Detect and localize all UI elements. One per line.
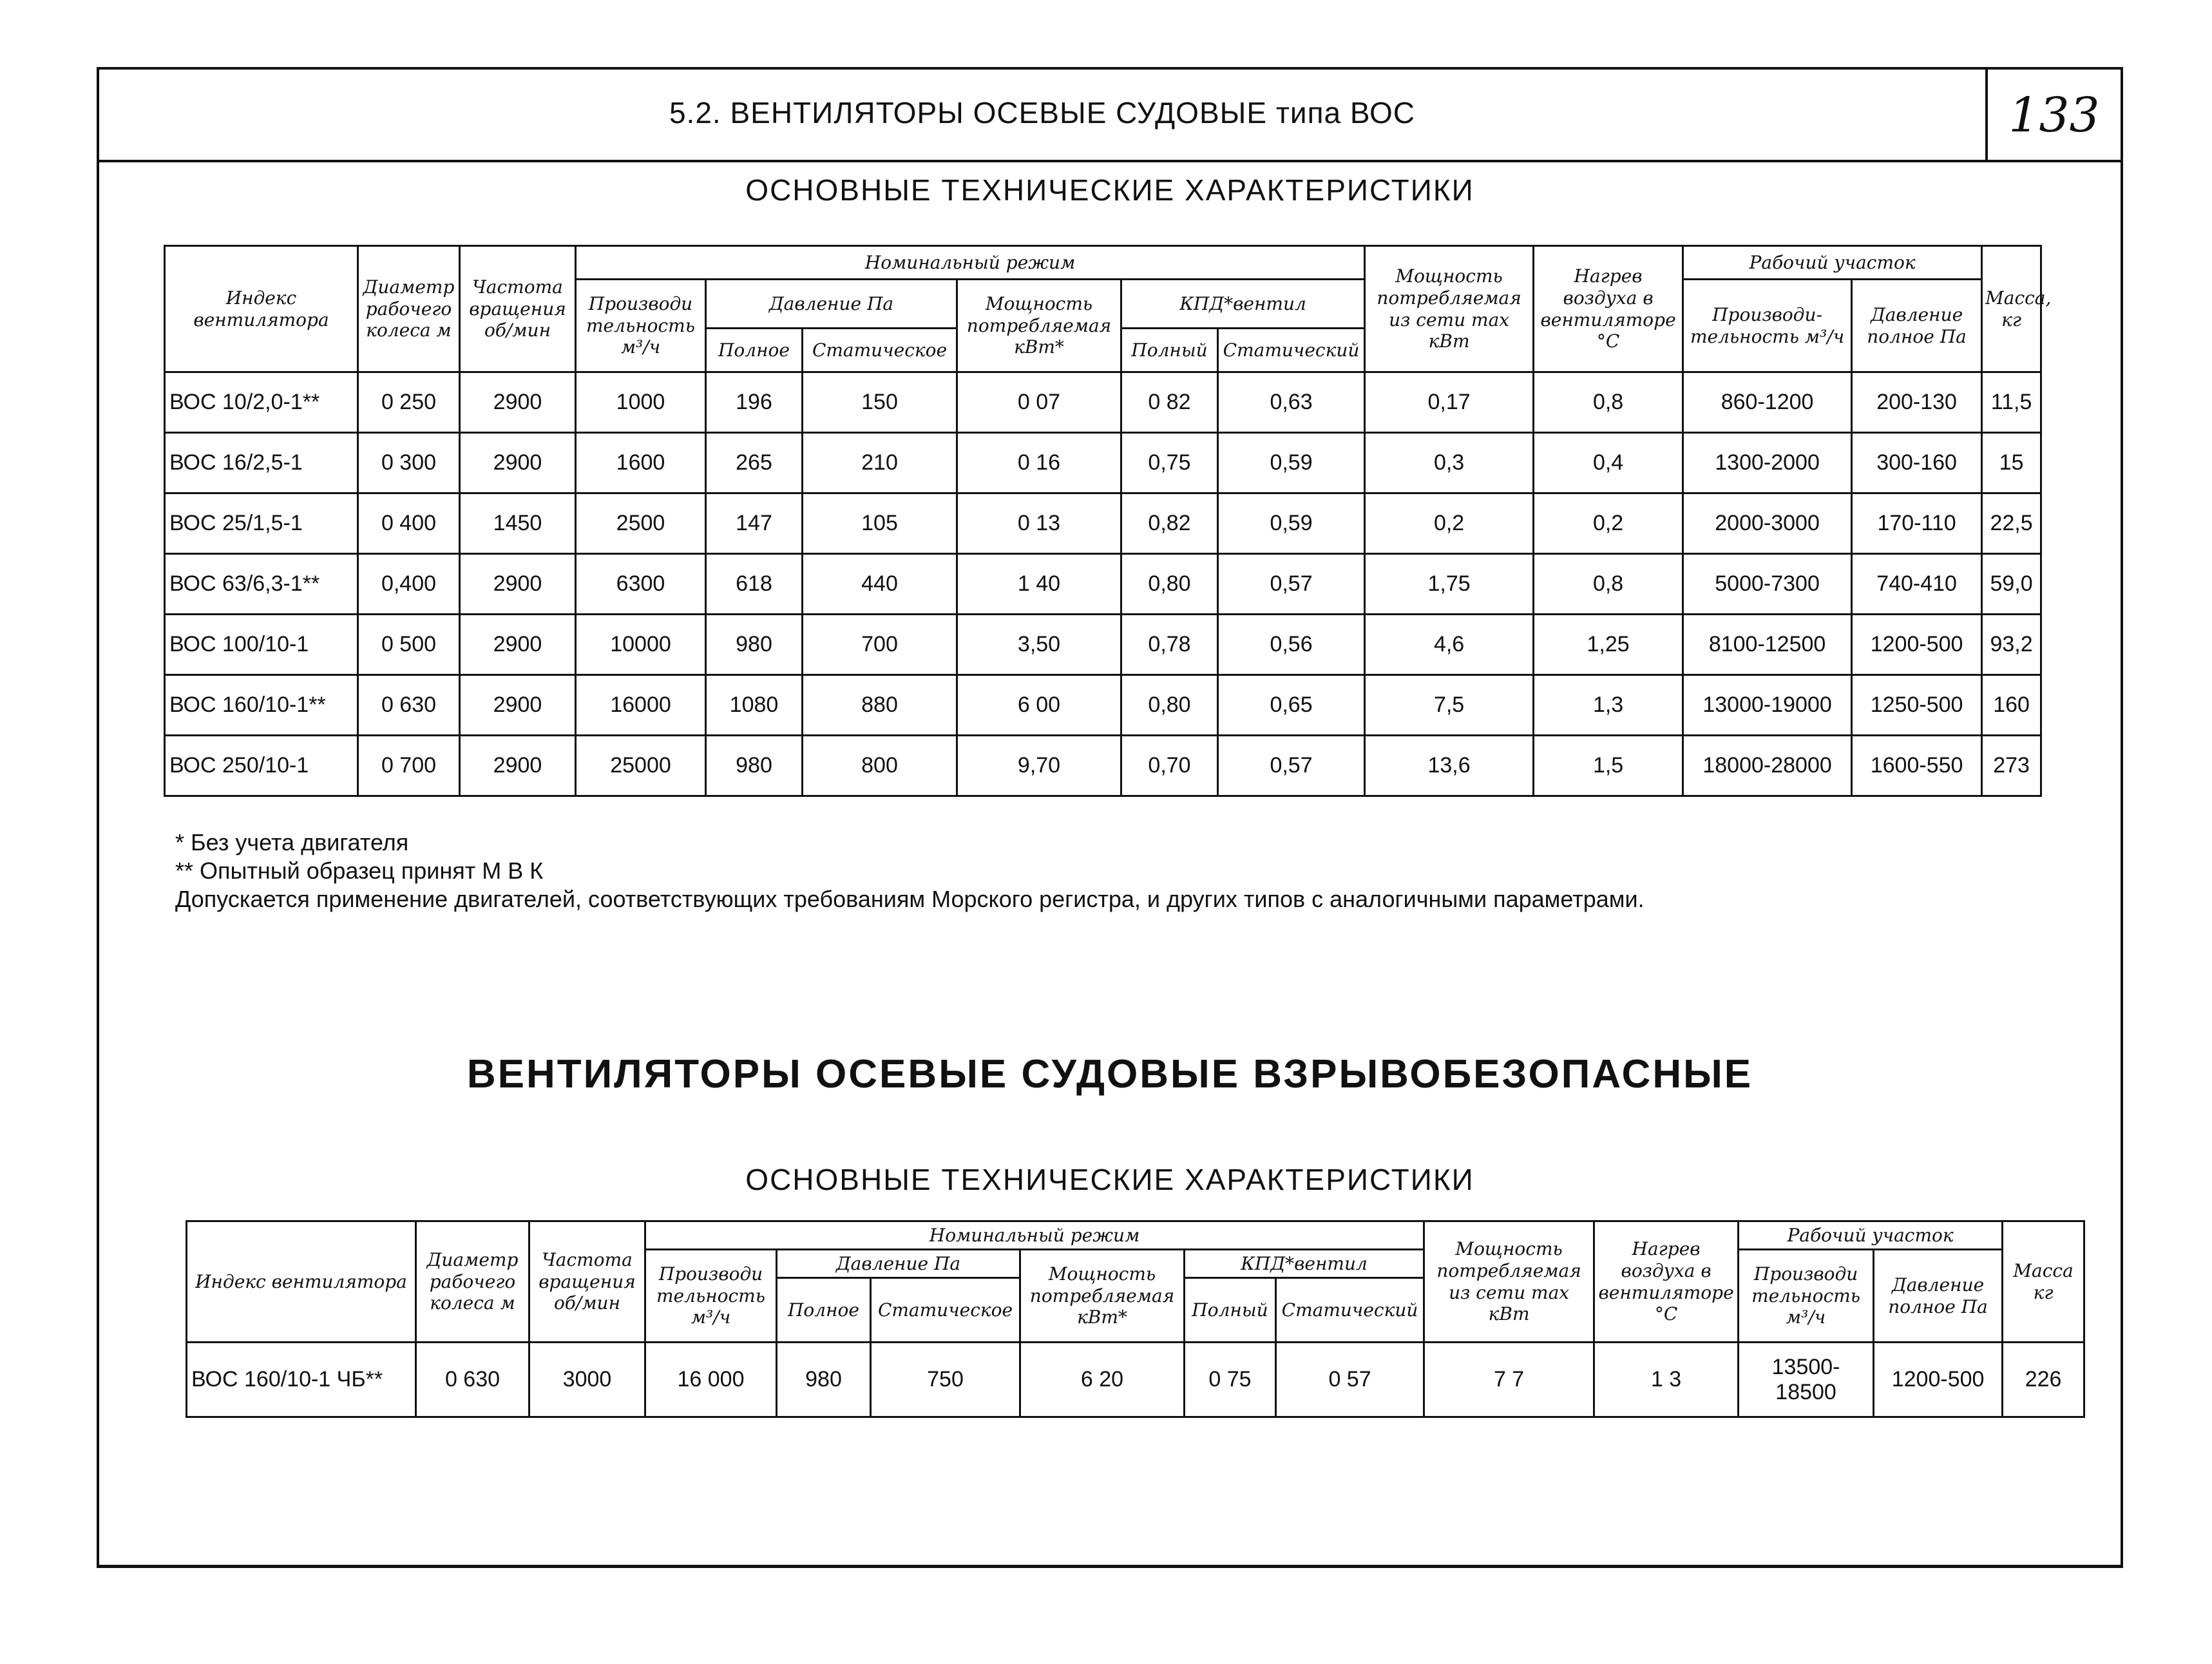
header-eff-full: Полный [1121, 329, 1218, 372]
table-row [165, 736, 2041, 796]
table-cell: 2900 [460, 675, 576, 736]
specs-table-1-body [165, 372, 2041, 796]
section2-subtitle: ОСНОВНЫЕ ТЕХНИЧЕСКИЕ ХАРАКТЕРИСТИКИ [745, 1163, 1474, 1196]
table-cell: 1,3 [1534, 675, 1683, 736]
table-cell: 0,8 [1534, 554, 1683, 615]
note-1: * Без учета двигателя [175, 829, 409, 856]
row-index-cell: ВОС 16/2,5-1 [165, 433, 358, 493]
table-cell: 980 [706, 736, 803, 796]
table-cell: 1450 [460, 493, 576, 554]
table-cell: 1080 [706, 675, 803, 736]
table1-subtitle: ОСНОВНЫЕ ТЕХНИЧЕСКИЕ ХАРАКТЕРИСТИКИ [745, 173, 1474, 207]
table-cell: 2900 [460, 372, 576, 433]
t2-header-diameter: Диаметр рабочего колеса м [416, 1221, 529, 1343]
table-cell: 0,82 [1121, 493, 1218, 554]
table-cell: 13500-18500 [1739, 1343, 1874, 1417]
table-cell: 1,5 [1534, 736, 1683, 796]
table-cell: 860-1200 [1683, 372, 1852, 433]
table-cell: 16000 [576, 675, 706, 736]
table-cell: 10000 [576, 615, 706, 675]
table-cell: 0,8 [1534, 372, 1683, 433]
table-cell: 0 82 [1121, 372, 1218, 433]
table-cell: 0,78 [1121, 615, 1218, 675]
table-cell: 6 00 [957, 675, 1121, 736]
table-cell: 18000-28000 [1683, 736, 1852, 796]
table-cell: 740-410 [1852, 554, 1982, 615]
table-cell: 0 57 [1276, 1343, 1424, 1417]
table-cell: 750 [871, 1343, 1020, 1417]
page-title: 5.2. ВЕНТИЛЯТОРЫ ОСЕВЫЕ СУДОВЫЕ типа ВОС [669, 96, 1416, 129]
t2-header-nominal: Номинальный режим [645, 1221, 1424, 1250]
header-nominal: Номинальный режим [576, 246, 1365, 280]
table-cell: 0 500 [358, 615, 460, 675]
row-index-cell: ВОС 10/2,0-1** [165, 372, 358, 433]
row-index-cell: ВОС 25/1,5-1 [165, 493, 358, 554]
table-cell: 150 [803, 372, 957, 433]
specs-table-1 [164, 245, 2052, 797]
table-cell: 25000 [576, 736, 706, 796]
t2-header-pressure-full: Полное [777, 1278, 871, 1343]
table-cell: 440 [803, 554, 957, 615]
notes [175, 828, 1645, 913]
t2-header-pressure-static: Статическое [871, 1278, 1020, 1343]
table-cell: 0,70 [1121, 736, 1218, 796]
table-cell: 0,56 [1218, 615, 1365, 675]
table-row [165, 554, 2041, 615]
header-pressure: Давление Па [706, 280, 957, 329]
table-cell: 105 [803, 493, 957, 554]
table-cell: 1,75 [1365, 554, 1534, 615]
header-speed: Частота вращения об/мин [460, 246, 576, 372]
table-row [165, 433, 2041, 493]
t2-header-wa-capacity: Производи тельность м³/ч [1739, 1250, 1874, 1343]
table-cell: 700 [803, 615, 957, 675]
table-cell: 2900 [460, 433, 576, 493]
t2-header-heating: Нагрев воздуха в вентиляторе °С [1594, 1221, 1739, 1343]
table-cell: 265 [706, 433, 803, 493]
table-cell: 0,80 [1121, 675, 1218, 736]
header-power-grid: Мощность потребляемая из сети max кВт [1365, 246, 1534, 372]
t2-header-work-area: Рабочий участок [1739, 1221, 2003, 1250]
table-cell: 0 630 [358, 675, 460, 736]
table-cell: 1600-550 [1852, 736, 1982, 796]
table-cell: 0 400 [358, 493, 460, 554]
table-cell: 0,65 [1218, 675, 1365, 736]
t2-header-index: Индекс вентилятора [187, 1221, 416, 1343]
header-heating: Нагрев воздуха в вентиляторе °С [1534, 246, 1683, 372]
table-cell: 980 [706, 615, 803, 675]
table-cell: 0,3 [1365, 433, 1534, 493]
table-cell: 0 07 [957, 372, 1121, 433]
table-row [165, 372, 2041, 433]
row-index-cell: ВОС 250/10-1 [165, 736, 358, 796]
table-cell: 0 250 [358, 372, 460, 433]
table-row [165, 615, 2041, 675]
table-cell: 5000-7300 [1683, 554, 1852, 615]
table-cell: 0 630 [416, 1343, 529, 1417]
table-cell: 15 [1982, 433, 2041, 493]
table-cell: 0 75 [1185, 1343, 1276, 1417]
table-cell: 1,25 [1534, 615, 1683, 675]
table-cell: 160 [1982, 675, 2041, 736]
table-cell: 0 16 [957, 433, 1121, 493]
page-frame [97, 67, 2123, 1568]
table-cell: 196 [706, 372, 803, 433]
table-cell: 0,57 [1218, 554, 1365, 615]
table-row [165, 493, 2041, 554]
table-cell: 9,70 [957, 736, 1121, 796]
table-cell: 8100-12500 [1683, 615, 1852, 675]
table-cell: 0 700 [358, 736, 460, 796]
t2-header-efficiency: КПД*вентил [1185, 1250, 1424, 1278]
table-cell: 273 [1982, 736, 2041, 796]
table-cell: 2000-3000 [1683, 493, 1852, 554]
table-cell: 1 40 [957, 554, 1121, 615]
table-cell: 0,2 [1534, 493, 1683, 554]
table-cell: 200-130 [1852, 372, 1982, 433]
specs-table-2-body [187, 1343, 2084, 1417]
t2-header-capacity: Производи тельность м³/ч [645, 1250, 777, 1343]
table-cell: 4,6 [1365, 615, 1534, 675]
table-cell: 93,2 [1982, 615, 2041, 675]
t2-header-pressure: Давление Па [777, 1250, 1020, 1278]
row-index-cell: ВОС 160/10-1** [165, 675, 358, 736]
specs-table-2 [186, 1220, 2085, 1418]
table-cell: 3,50 [957, 615, 1121, 675]
table-cell: 170-110 [1852, 493, 1982, 554]
table-cell: 13000-19000 [1683, 675, 1852, 736]
row-index-cell: ВОС 63/6,3-1** [165, 554, 358, 615]
table-cell: 980 [777, 1343, 871, 1417]
t2-header-mass: Масса кг [2003, 1221, 2084, 1343]
t2-header-eff-full: Полный [1185, 1278, 1276, 1343]
table-cell: 0,59 [1218, 493, 1365, 554]
header-power: Мощность потребляемая кВт* [957, 280, 1121, 372]
table-cell: 0,57 [1218, 736, 1365, 796]
table-cell: 0,80 [1121, 554, 1218, 615]
header-wa-capacity: Производи-тельность м³/ч [1683, 280, 1852, 372]
table-cell: 6300 [576, 554, 706, 615]
t2-header-speed: Частота вращения об/мин [529, 1221, 645, 1343]
header-pressure-full: Полное [706, 329, 803, 372]
table-cell: 7,5 [1365, 675, 1534, 736]
table-row [187, 1343, 2084, 1417]
table-cell: 0 300 [358, 433, 460, 493]
table-cell: 1600 [576, 433, 706, 493]
table-cell: 1000 [576, 372, 706, 433]
table-cell: 0,17 [1365, 372, 1534, 433]
table-cell: 800 [803, 736, 957, 796]
table-cell: 0,75 [1121, 433, 1218, 493]
page-number-box [1985, 70, 2121, 160]
table-cell: 16 000 [645, 1343, 777, 1417]
table-cell: 1250-500 [1852, 675, 1982, 736]
table-cell: 0 13 [957, 493, 1121, 554]
header-mass: Масса, кг [1982, 246, 2041, 372]
table-cell: 300-160 [1852, 433, 1982, 493]
table-cell: 2900 [460, 615, 576, 675]
table-cell: 22,5 [1982, 493, 2041, 554]
table-cell: 6 20 [1020, 1343, 1185, 1417]
table-cell: 2900 [460, 554, 576, 615]
table-cell: 7 7 [1424, 1343, 1594, 1417]
table-cell: 2500 [576, 493, 706, 554]
header-efficiency: КПД*вентил [1121, 280, 1365, 329]
table-cell: 1300-2000 [1683, 433, 1852, 493]
table-cell: 1 3 [1594, 1343, 1739, 1417]
table-cell: 59,0 [1982, 554, 2041, 615]
header-capacity: Производи тельность м³/ч [576, 280, 706, 372]
page-number: 133 [2008, 88, 2100, 143]
table-cell: 1200-500 [1852, 615, 1982, 675]
table-cell: 3000 [529, 1343, 645, 1417]
row-index-cell: ВОС 160/10-1 ЧБ** [187, 1343, 416, 1417]
table-cell: 880 [803, 675, 957, 736]
table-cell: 0,4 [1534, 433, 1683, 493]
table-cell: 0,2 [1365, 493, 1534, 554]
table-cell: 147 [706, 493, 803, 554]
section2-title: ВЕНТИЛЯТОРЫ ОСЕВЫЕ СУДОВЫЕ ВЗРЫВОБЕЗОПАСНЫЕ [466, 1052, 1753, 1096]
table-cell: 210 [803, 433, 957, 493]
table-cell: 618 [706, 554, 803, 615]
page-header [99, 70, 2121, 162]
note-3: Допускается применение двигателей, соответствующих требованиям Морского регистра, и других типов с аналогичными параметрами. [175, 886, 1645, 912]
table-cell: 226 [2003, 1343, 2084, 1417]
header-work-area: Рабочий участок [1683, 246, 1982, 280]
table-row [165, 675, 2041, 736]
t2-header-power: Мощность потребляемая кВт* [1020, 1250, 1185, 1343]
t2-header-eff-static: Статический [1276, 1278, 1424, 1343]
header-eff-static: Статический [1218, 329, 1365, 372]
header-diameter: Диаметр рабочего колеса м [358, 246, 460, 372]
table-cell: 0,400 [358, 554, 460, 615]
table-cell: 2900 [460, 736, 576, 796]
header-wa-pressure: Давление полное Па [1852, 280, 1982, 372]
note-2: ** Опытный образец принят М В К [175, 857, 544, 884]
table-cell: 0,63 [1218, 372, 1365, 433]
t2-header-power-grid: Мощность потребляемая из сети max кВт [1424, 1221, 1594, 1343]
row-index-cell: ВОС 100/10-1 [165, 615, 358, 675]
table-cell: 1200-500 [1874, 1343, 2003, 1417]
header-index: Индекс вентилятора [165, 246, 358, 372]
table-cell: 11,5 [1982, 372, 2041, 433]
header-pressure-static: Статическое [803, 329, 957, 372]
table-cell: 13,6 [1365, 736, 1534, 796]
table-cell: 0,59 [1218, 433, 1365, 493]
t2-header-wa-pressure: Давление полное Па [1874, 1250, 2003, 1343]
